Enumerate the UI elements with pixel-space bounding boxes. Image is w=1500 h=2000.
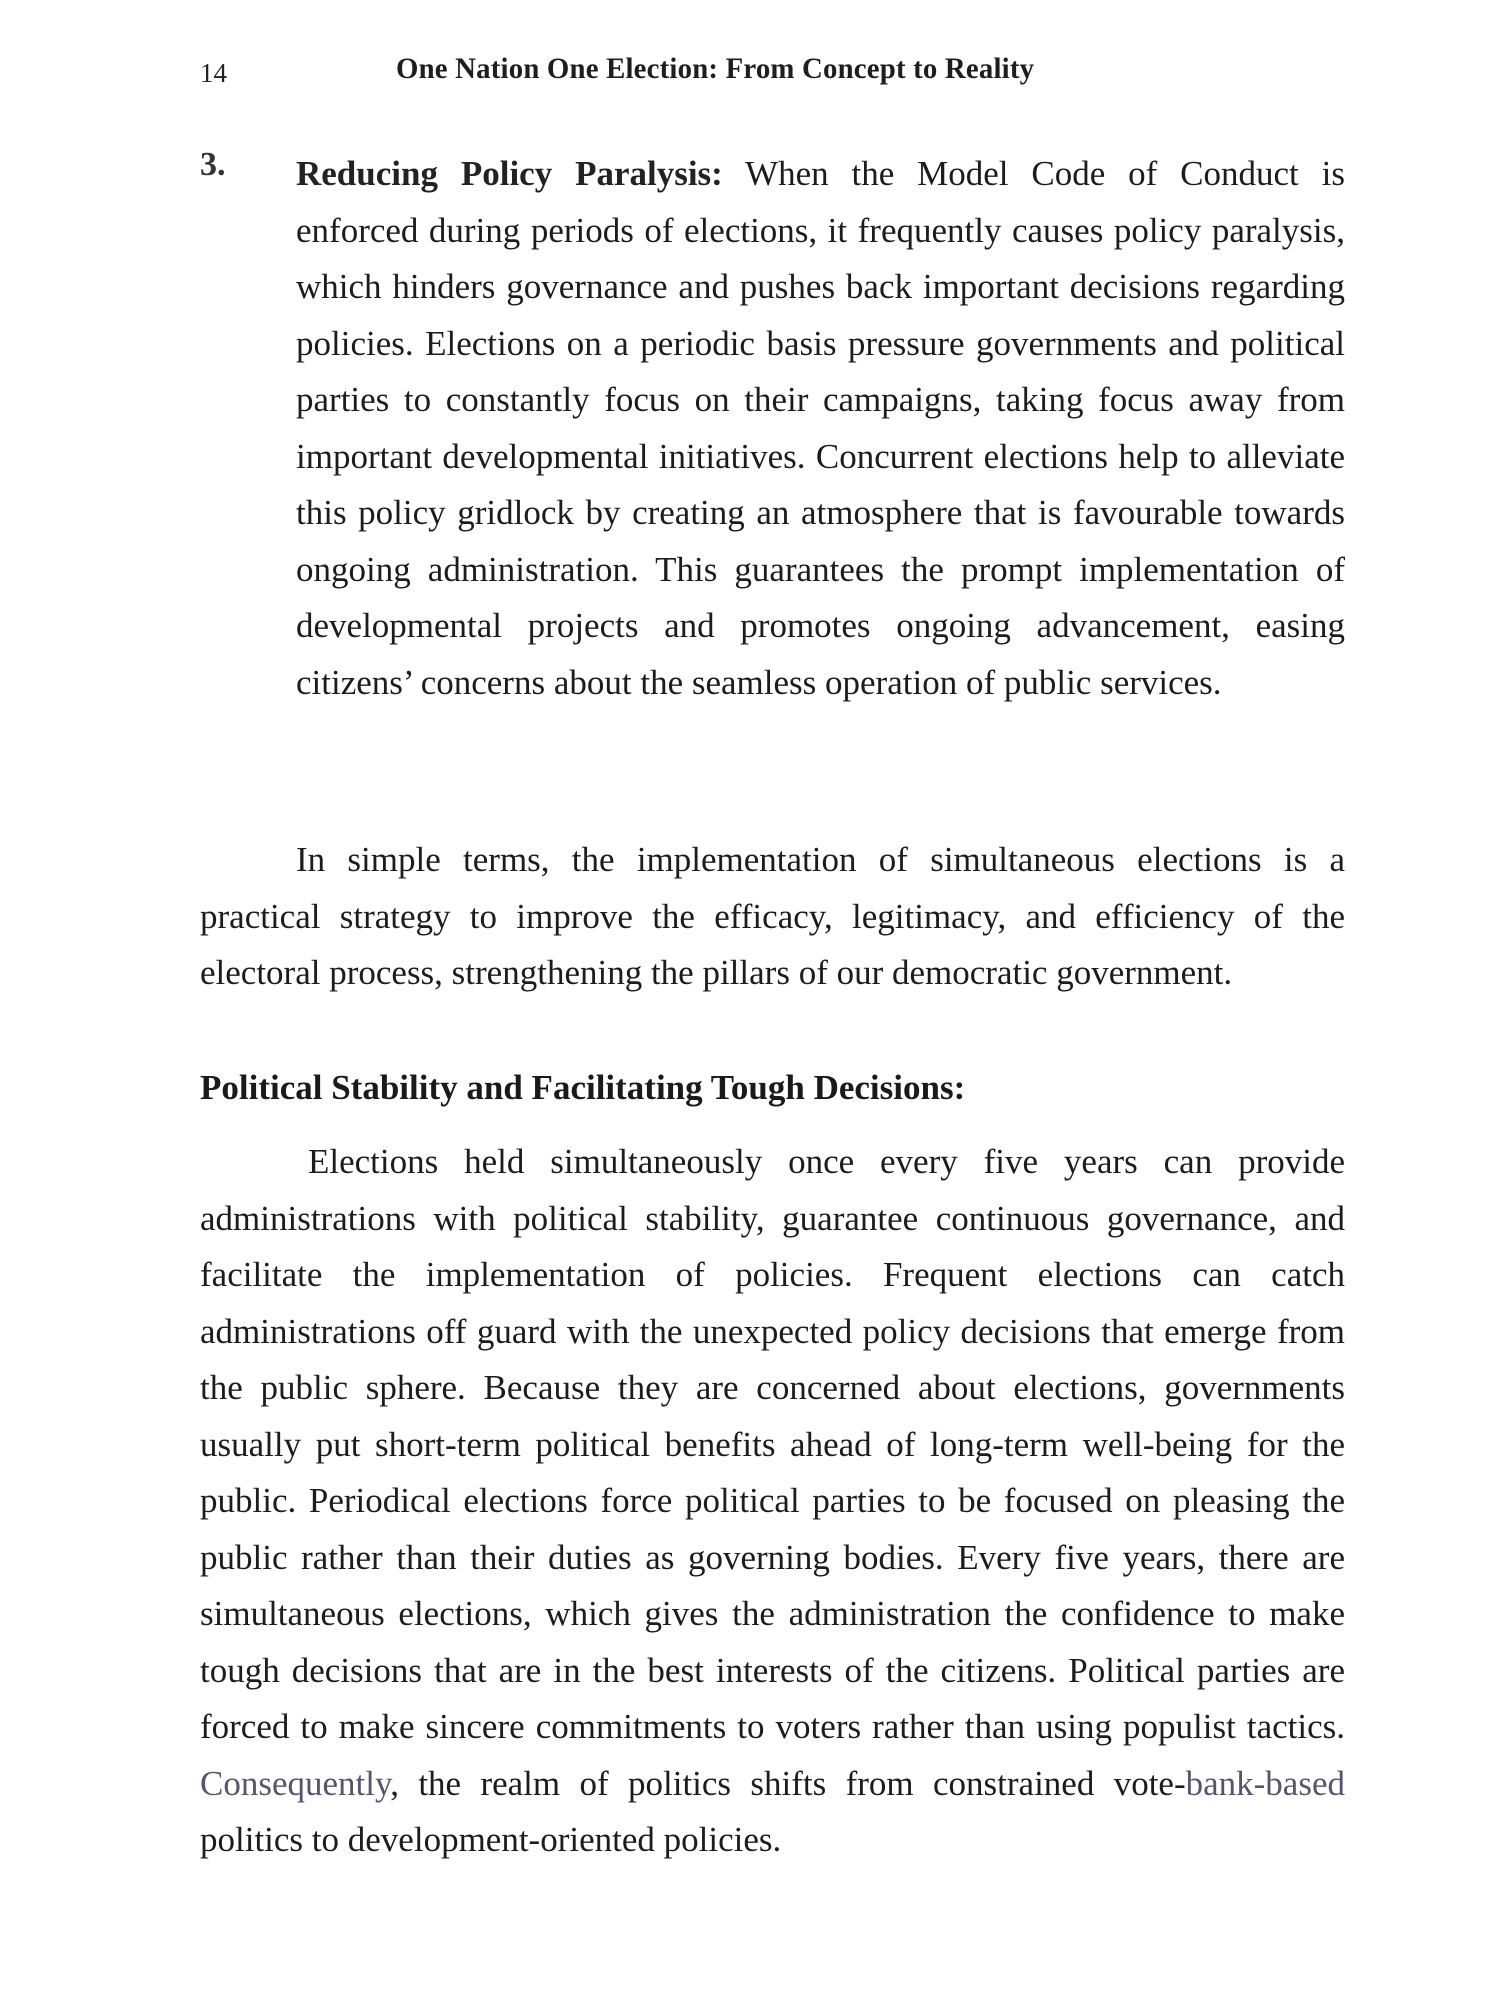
section-body-paragraph [200,1134,1345,1869]
item-number: 3. [200,146,226,183]
summary-paragraph: In simple terms, the implementation of simultaneous elections is a practical strategy to improve the efficacy, legitimacy, and efficiency of the electoral process, strengthening the pillars of our democratic government. [200,840,1345,992]
running-header [200,52,1340,102]
section-body-text-mid: , the realm of politics shifts from constrained vote- [390,1763,1186,1803]
section-body-text-end: politics to development-oriented policies. [200,1820,782,1859]
item-text: When the Model Code of Conduct is enforced during periods of elections, it frequently causes policy paralysis, which hinders governance and pushes back important decisions regarding policies. Elections on a periodic basis pressure governments and political parties to constantly focus on their campaigns, taking focus away from important developmental initiatives. Concurrent elections help to alleviate this policy gridlock by creating an atmosphere that is favourable towards ongoing administration. This guarantees the prompt implementation of developmental projects and promotes ongoing advancement, easing citizens’ concerns about the seamless operation of public services. [296,154,1346,702]
section-body-faded-word: Consequently [200,1763,391,1803]
item-body [296,146,1345,711]
page-number: 14 [200,58,227,88]
running-title: One Nation One Election: From Concept to Reality [396,52,1035,85]
section-body-faded-word-2: bank-based [1185,1763,1345,1803]
section-heading: Political Stability and Facilitating Tough Decisions: [200,1068,966,1107]
item-lead-heading: Reducing Policy Paralysis: [296,154,723,193]
section-body-text: Elections held simultaneously once every five years can provide administrations with political stability, guarantee continuous governance, and facilitate the implementation of policies. Frequent elections can catch administrations off guard with the unexpected policy decisions that emerge from the public sphere. Because they are concerned about elections, governments usually put short-term political benefits ahead of long-term well-being for the public. Periodical elections force political parties to be focused on pleasing the public rather than their duties as governing bodies. Every five years, there are simultaneous elections, which gives the administration the confidence to make tough decisions that are in the best interests of the citizens. Political parties are forced to make sincere commitments to voters rather than using populist tactics. [200,1142,1345,1746]
